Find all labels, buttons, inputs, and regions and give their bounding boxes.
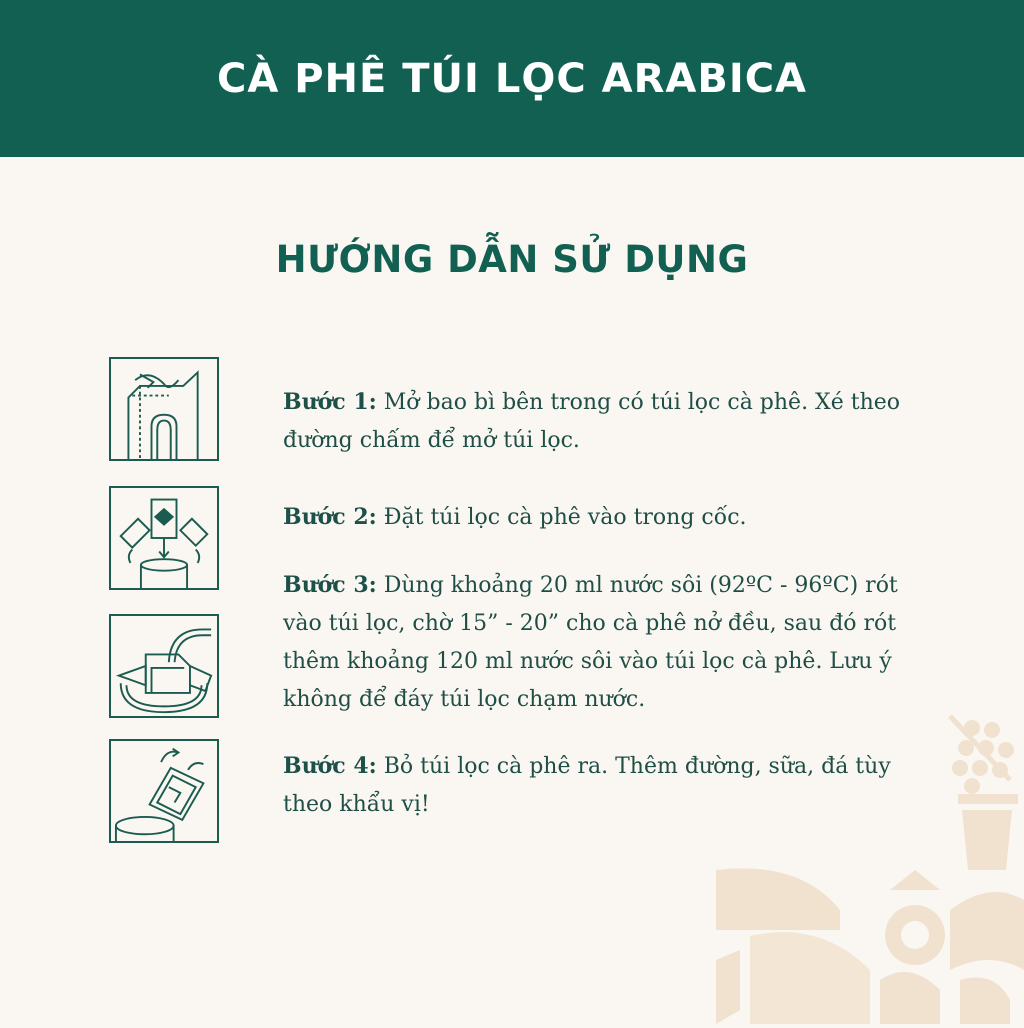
place-filter-icon	[109, 486, 219, 590]
step-1-label: Bước 1:	[283, 389, 377, 415]
step-1	[283, 383, 923, 460]
remove-filter-icon	[109, 739, 219, 843]
step-3	[283, 566, 923, 719]
product-title: CÀ PHÊ TÚI LỌC ARABICA	[216, 55, 808, 102]
instructions-title: HƯỚNG DẪN SỬ DỤNG	[275, 238, 749, 281]
step-1-text: Mở bao bì bên trong có túi lọc cà phê. Xé theo đường chấm để mở túi lọc.	[283, 390, 901, 453]
header-banner	[0, 0, 1024, 157]
tear-open-icon	[109, 357, 219, 461]
step-4-label: Bước 4:	[283, 753, 377, 779]
step-3-text: Dùng khoảng 20 ml nước sôi (92ºC - 96ºC) rót vào túi lọc, chờ 15” - 20” cho cà phê nở đều, sau đó rót thêm khoảng 120 ml nước sôi vào túi lọc cà phê. Lưu ý không để đáy túi lọc chạm nước.	[283, 573, 898, 712]
step-4-text: Bỏ túi lọc cà phê ra. Thêm đường, sữa, đá tùy theo khẩu vị!	[283, 754, 891, 817]
step-2-text: Đặt túi lọc cà phê vào trong cốc.	[383, 505, 747, 530]
step-2-label: Bước 2:	[283, 504, 377, 530]
pour-water-icon	[109, 614, 219, 718]
step-2	[283, 498, 923, 537]
decorative-coffee-pattern	[710, 710, 1024, 1024]
step-3-label: Bước 3:	[283, 572, 377, 598]
